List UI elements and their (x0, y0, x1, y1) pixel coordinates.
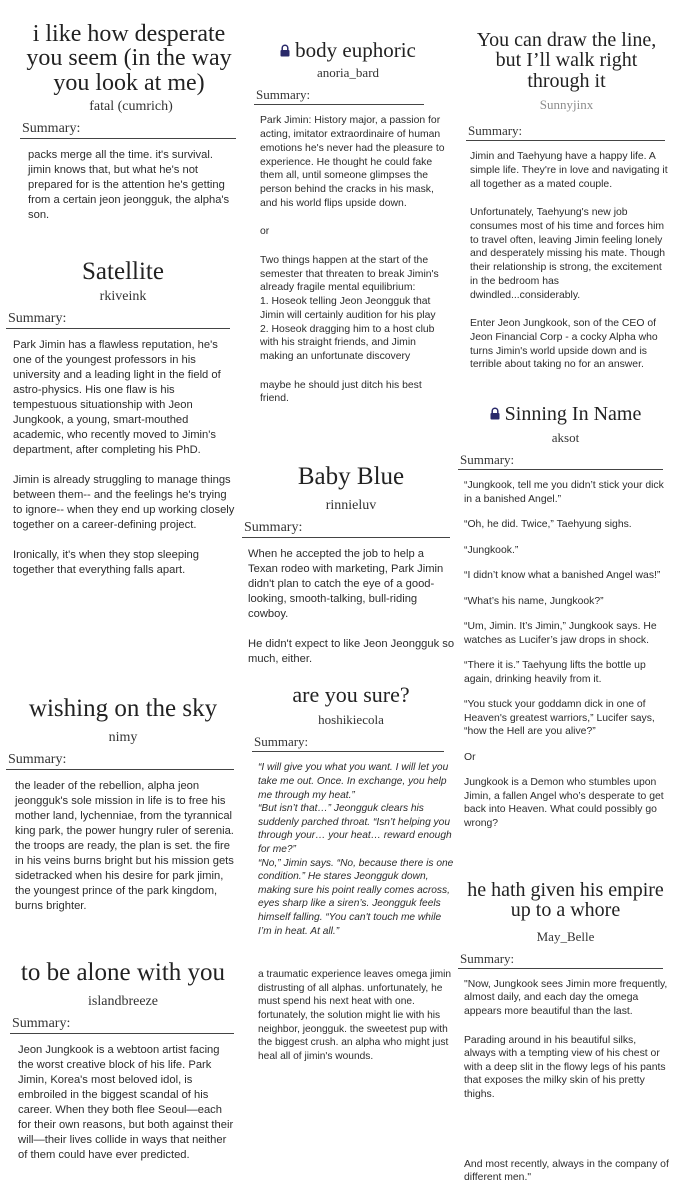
summary-text: “Jungkook, tell me you didn’t stick your dick in a banished Angel.” “Oh, he did. Twice,” Taehyung sighs. “Jungkook.” “I didn’t know what a banished Angel was!” “What’s his name, Jungkook?” “Um, Jimin. It’s Jimin,” Jungkook says. He watches as Lucifer’s jaw drops in shock. “There it is.” Taehyung lifts the bottle up again, drinking heavily from it. “You stuck your goddamn dick in one of Heaven's greatest warriors,” Lucifer says, “how the Hell are you alive?” Or Jungkook is a Demon who stumbles upon Jimin, a fallen Angel who’s desperate to get back into Heaven. What could possibly go wrong? (464, 480, 664, 829)
fic-title[interactable]: wishing on the sky (28, 695, 218, 722)
summary-label: Summary: (252, 734, 444, 752)
fic-card-satellite (0, 254, 246, 672)
fic-card-baby-blue (236, 456, 456, 676)
lock-icon (490, 407, 500, 420)
summary-label: Summary: (242, 520, 450, 538)
fic-author[interactable]: May_Belle (536, 928, 595, 944)
fic-card-body-euphoric (248, 30, 448, 454)
summary-label: Summary: (458, 452, 663, 470)
summary-label: Summary: (254, 87, 424, 105)
fic-author[interactable]: aksot (551, 430, 580, 446)
summary-label: Summary: (20, 121, 236, 139)
fic-author[interactable]: Sunnyjinx (539, 97, 594, 113)
fic-title[interactable] (248, 30, 448, 61)
summary-text: the leader of the rebellion, alpha jeon jeongguk's sole mission in life is to free his mother land, lychenniae, from the tyrannical king park, the power hungry ruler of serenia. the troops are ready, the plan is set. the fire in his veins burns bright but his mission gets sidetracked when his desire for park jimin, the youngest prince of the park kingdom, burns brighter. (15, 779, 234, 912)
summary-text: "Now, Jungkook sees Jimin more frequently, almost daily, and each day the omega appears more beautiful than the last. Parading around in his beautiful silks, always with a tempting view of his chest or with a deep slit in the flowy legs of his pants that exposes the milky skin of his pretty thighs. And most recently, always in the company of different men." (464, 978, 669, 1184)
fic-author[interactable]: hoshikiecola (318, 712, 384, 728)
fic-title[interactable] (456, 400, 675, 424)
summary-text: When he accepted the job to help a Texan rodeo with marketing, Park Jimin didn't plan to catch the eye of a good-looking, smooth-talking, bull-riding cowboy. He didn't expect to like Jeon Jeongguk so much, either. (248, 547, 455, 665)
fic-title[interactable]: i like how desperate you seem (in the way you look at me) (26, 21, 232, 96)
fic-card-sinning-in-name (456, 400, 675, 870)
summary-text: Park Jimin: History major, a passion for acting, imitator extraordinaire of human emotions he's never had the pleasure to experience. He thought he could fake them all, until someone glimpses the person behind the cracks in his mask, and his world flips upside down. or Two things happen at the start of the semester that threaten to break Jimin's already fragile mental equilibrium: 1. Hoseok telling Jeon Jeongguk that Jimin will certainly audition for his play 2. Hoseok dragging him to a host club with his straight friends, and Jimin making an unfortunate discovery maybe he should just ditch his best friend. (260, 115, 445, 405)
fic-title[interactable]: Baby Blue (297, 463, 405, 490)
fic-title-text[interactable]: body euphoric (295, 38, 416, 62)
fic-card-alone (0, 956, 246, 1200)
summary-text: Jeon Jungkook is a webtoon artist facing the worst creative block of his life. Park Jimin, Korea's most beloved idol, is embroiled in the biggest scandal of his career. When they both flee Seoul—each for their own reasons, but both against their will—their lives collide in ways that neither of them could have ever predicted. (18, 1043, 234, 1161)
summary-label: Summary: (458, 951, 663, 969)
fic-title[interactable]: to be alone with you (20, 959, 226, 986)
fic-title[interactable]: You can draw the line, but I’ll walk right through it (476, 29, 657, 92)
fic-author[interactable]: fatal (cumrich) (89, 99, 173, 115)
fic-title-text[interactable]: Sinning In Name (504, 403, 642, 425)
fic-author[interactable]: rkiveink (99, 288, 147, 304)
fic-author[interactable]: anoria_bard (316, 65, 380, 81)
fic-card-desperate (0, 0, 246, 248)
summary-text: Jimin and Taehyung have a happy life. A simple life. They're in love and navigating it all together as a mated couple. Unfortunately, Taehyung's new job consumes most of his time and forces him to travel often, leaving Jimin feeling lonely and desperately missing his mate. Though their relationship is strong, the excitement in the bedroom has dwindled...considerably. Enter Jeon Jungkook, son of the CEO of Jeon Financial Corp - a cocky Alpha who turns Jimin's world upside down and is terrible about taking no for an answer. (470, 151, 668, 371)
summary-label: Summary: (466, 123, 665, 141)
fic-card-empire (456, 872, 675, 1200)
fic-title[interactable]: Satellite (82, 258, 164, 285)
fic-title[interactable]: are you sure? (292, 682, 410, 707)
fic-author[interactable]: rinnieluv (325, 497, 377, 513)
fic-author[interactable]: nimy (108, 729, 138, 745)
fic-card-are-you-sure (246, 676, 456, 1200)
summary-label: Summary: (6, 311, 230, 329)
summary-text: packs merge all the time. it's survival. jimin knows that, but what he's not prepared for is the attention he's getting from a certain jeon jeongguk, the alpha's son. (28, 149, 230, 222)
summary-text: “I will give you what you want. I will let you take me out. Once. In exchange, you help me through my heat.” “But isn’t that…” Jeongguk clears his suddenly parched throat. “Isn’t helping you through your… your heat… reward enough for me?” “No,” Jimin says. “No, because there is one condition.” He stares Jeongguk down, making sure his point really comes across, eyes sharp like a siren’s. Jeongguk feels himself falling. “You can't touch me while I’m in heat. At all.” a traumatic experience leaves omega jimin distrusting of all alphas. unfortunately, he must spend his next heat with one. fortunately, the solution might lie with his neighbor, jeongguk. the sweetest pup with the biggest crush. an alpha who might just heal all of jimin's wounds. (258, 762, 454, 1062)
summary-label: Summary: (6, 752, 234, 770)
summary-text: Park Jimin has a flawless reputation, he's one of the youngest professors in his university and a leading light in the field of astro-physics. His one flaw is his tempestuous situationship with Jeon Jungkook, a young, smart-mouthed academic, who recently moved to Jimin's department, after completing his PhD. Jimin is already struggling to manage things between them-- and the feelings he's trying to ignore-- when they end up working closely together on a career-defining project. Ironically, it's when they stop sleeping together that everything falls apart. (13, 338, 235, 576)
fic-card-draw-the-line (458, 0, 675, 400)
fic-author[interactable]: islandbreeze (88, 993, 158, 1009)
fic-title[interactable]: he hath given his empire up to a whore (467, 879, 664, 922)
summary-label: Summary: (10, 1016, 234, 1034)
lock-icon (280, 44, 290, 57)
fic-card-wishing (0, 686, 246, 954)
